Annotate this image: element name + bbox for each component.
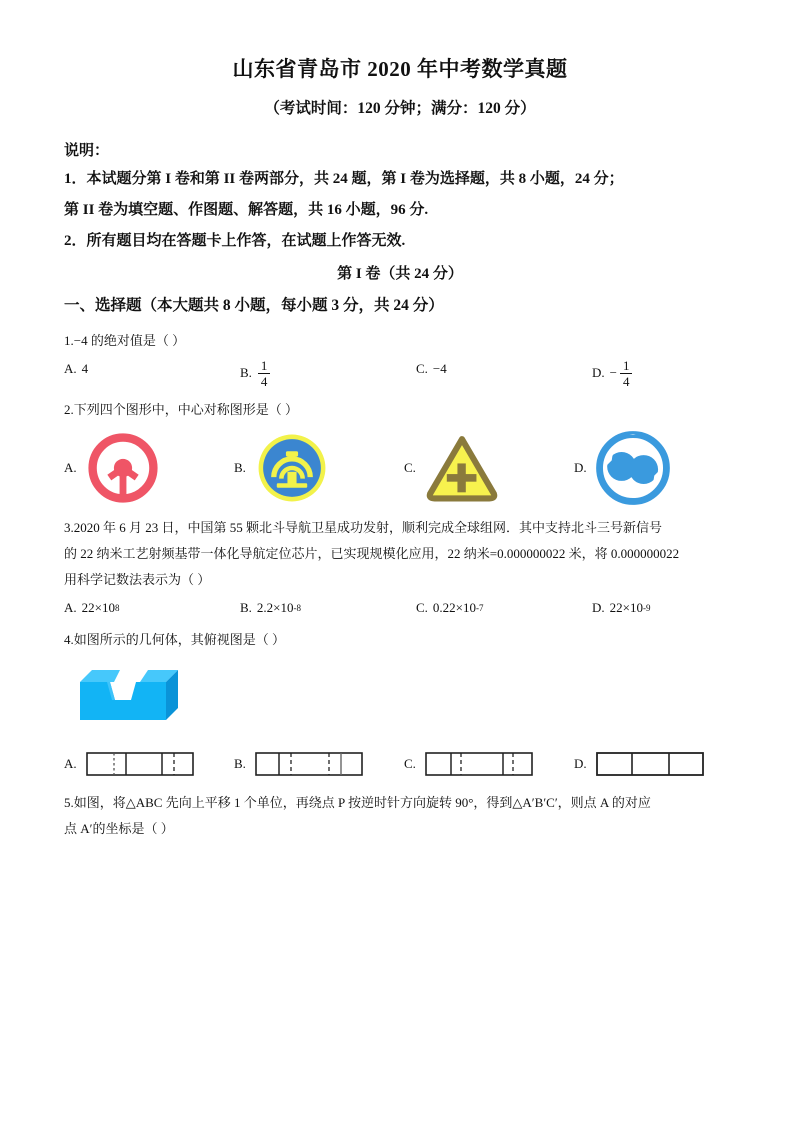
question-3-stem-line-2: 的 22 纳米工艺射频基带一体化导航定位芯片，已实现规模化应用，22 纳米=0.000000022 米，将 0.000000022 bbox=[64, 545, 680, 561]
question-3-option-b[interactable]: B. 2.2×10 -8 bbox=[240, 599, 302, 615]
topview-d-icon bbox=[596, 749, 704, 779]
topview-b-icon bbox=[255, 749, 363, 779]
option-value: −4 bbox=[432, 360, 447, 376]
question-1-option-d[interactable] bbox=[592, 359, 736, 388]
option-label: D. bbox=[592, 599, 605, 615]
option-label: B. bbox=[240, 599, 252, 615]
instruction-line-1: 1．本试题分第 I 卷和第 II 卷两部分，共 24 题，第 I 卷为选择题，共 8 小题，24 分； bbox=[64, 171, 624, 188]
question-4-options bbox=[64, 749, 736, 779]
option-label: B. bbox=[240, 365, 252, 381]
question-4-option-a[interactable] bbox=[64, 749, 234, 779]
question-2-option-b[interactable] bbox=[234, 430, 404, 506]
question-4-option-d[interactable] bbox=[574, 749, 724, 779]
option-label: B. bbox=[234, 459, 246, 475]
page-content bbox=[64, 56, 736, 847]
instruction-line-3: 2．所有题目均在答题卡上作答，在试题上作答无效. bbox=[64, 232, 406, 249]
option-label: C. bbox=[404, 755, 416, 771]
question-3-option-d[interactable]: D. 22×10 -9 bbox=[592, 599, 651, 615]
volume-heading: 第 I 卷（共 24 分） bbox=[337, 265, 463, 282]
question-3-option-a[interactable]: A. 22×10 8 bbox=[64, 599, 120, 615]
question-3-stem-line-3: 用科学记数法表示为（ ） bbox=[64, 571, 211, 587]
option-label: A. bbox=[64, 360, 77, 376]
option-label: D. bbox=[574, 755, 587, 771]
fraction-numerator: 1 bbox=[622, 357, 630, 373]
question-2-option-d[interactable] bbox=[574, 430, 724, 506]
question-2-option-c[interactable] bbox=[404, 430, 574, 506]
question-5-stem-line-1: 5.如图，将△ABC 先向上平移 1 个单位，再绕点 P 按逆时针方向旋转 90°，得到△A′B′C′，则点 A 的对应 bbox=[64, 794, 651, 810]
option-label: C. bbox=[416, 599, 428, 615]
instruction-line-2: 第 II 卷为填空题、作图题、解答题，共 16 小题，96 分. bbox=[64, 202, 429, 219]
fraction-one-quarter bbox=[258, 359, 271, 388]
option-label: A. bbox=[64, 459, 77, 475]
question-2-option-a[interactable] bbox=[64, 430, 234, 506]
question-4-solid-figure bbox=[74, 658, 736, 735]
option-label: D. bbox=[574, 459, 587, 475]
fraction-denominator: 4 bbox=[258, 373, 271, 388]
question-1-option-c[interactable] bbox=[416, 359, 592, 379]
question-3-options bbox=[64, 598, 736, 618]
fraction-numerator: 1 bbox=[260, 357, 268, 373]
option-label: C. bbox=[416, 360, 428, 376]
option-mantissa: 0.22×10 bbox=[432, 599, 477, 615]
blue-double-circle-logo-icon bbox=[595, 430, 671, 506]
option-mantissa: 22×10 bbox=[81, 599, 115, 615]
instructions-label: 说明： bbox=[64, 143, 110, 160]
question-4-stem: 4.如图所示的几何体，其俯视图是（ ） bbox=[64, 631, 286, 647]
question-2-stem: 2.下列四个图形中，中心对称图形是（ ） bbox=[64, 401, 299, 417]
question-3-stem-line-1: 3.2020 年 6 月 23 日，中国第 55 颗北斗导航卫星成功发射，顺利完成全球组网．其中支持北斗三号新信号 bbox=[64, 519, 663, 535]
question-1-option-a[interactable] bbox=[64, 359, 240, 379]
option-mantissa: 22×10 bbox=[609, 599, 643, 615]
topview-c-icon bbox=[425, 749, 533, 779]
steering-wheel-icon bbox=[85, 430, 161, 506]
option-label: D. bbox=[592, 365, 605, 381]
warning-triangle-cross-icon bbox=[424, 430, 500, 506]
question-1-option-b[interactable] bbox=[240, 359, 416, 388]
question-1-stem: 1.−4 的绝对值是（ ） bbox=[64, 332, 186, 348]
option-mantissa: 2.2×10 bbox=[256, 599, 294, 615]
option-label: A. bbox=[64, 599, 77, 615]
option-label: C. bbox=[404, 459, 416, 475]
china-railway-logo-icon bbox=[254, 430, 330, 506]
exam-subtitle: （考试时间：120 分钟；满分：120 分） bbox=[264, 100, 536, 118]
topview-a-icon bbox=[86, 749, 194, 779]
page-title: 山东省青岛市 2020 年中考数学真题 bbox=[232, 57, 568, 81]
fraction bbox=[620, 359, 633, 388]
question-4-option-b[interactable] bbox=[234, 749, 404, 779]
question-5-stem-line-2: 点 A′的坐标是（ ） bbox=[64, 821, 174, 837]
option-label: A. bbox=[64, 755, 77, 771]
section-heading: 一、选择题（本大题共 8 小题，每小题 3 分，共 24 分） bbox=[64, 296, 444, 314]
minus-sign: − bbox=[609, 365, 617, 381]
option-value: 4 bbox=[81, 360, 89, 376]
fraction-denominator: 4 bbox=[620, 373, 633, 388]
cyan-notched-block-icon bbox=[74, 658, 194, 730]
question-4-option-c[interactable] bbox=[404, 749, 574, 779]
question-1-options bbox=[64, 359, 736, 388]
option-label: B. bbox=[234, 755, 246, 771]
negative-fraction-one-quarter bbox=[610, 359, 634, 388]
question-3-option-c[interactable]: C. 0.22×10 -7 bbox=[416, 599, 484, 615]
question-2-options bbox=[64, 430, 736, 506]
